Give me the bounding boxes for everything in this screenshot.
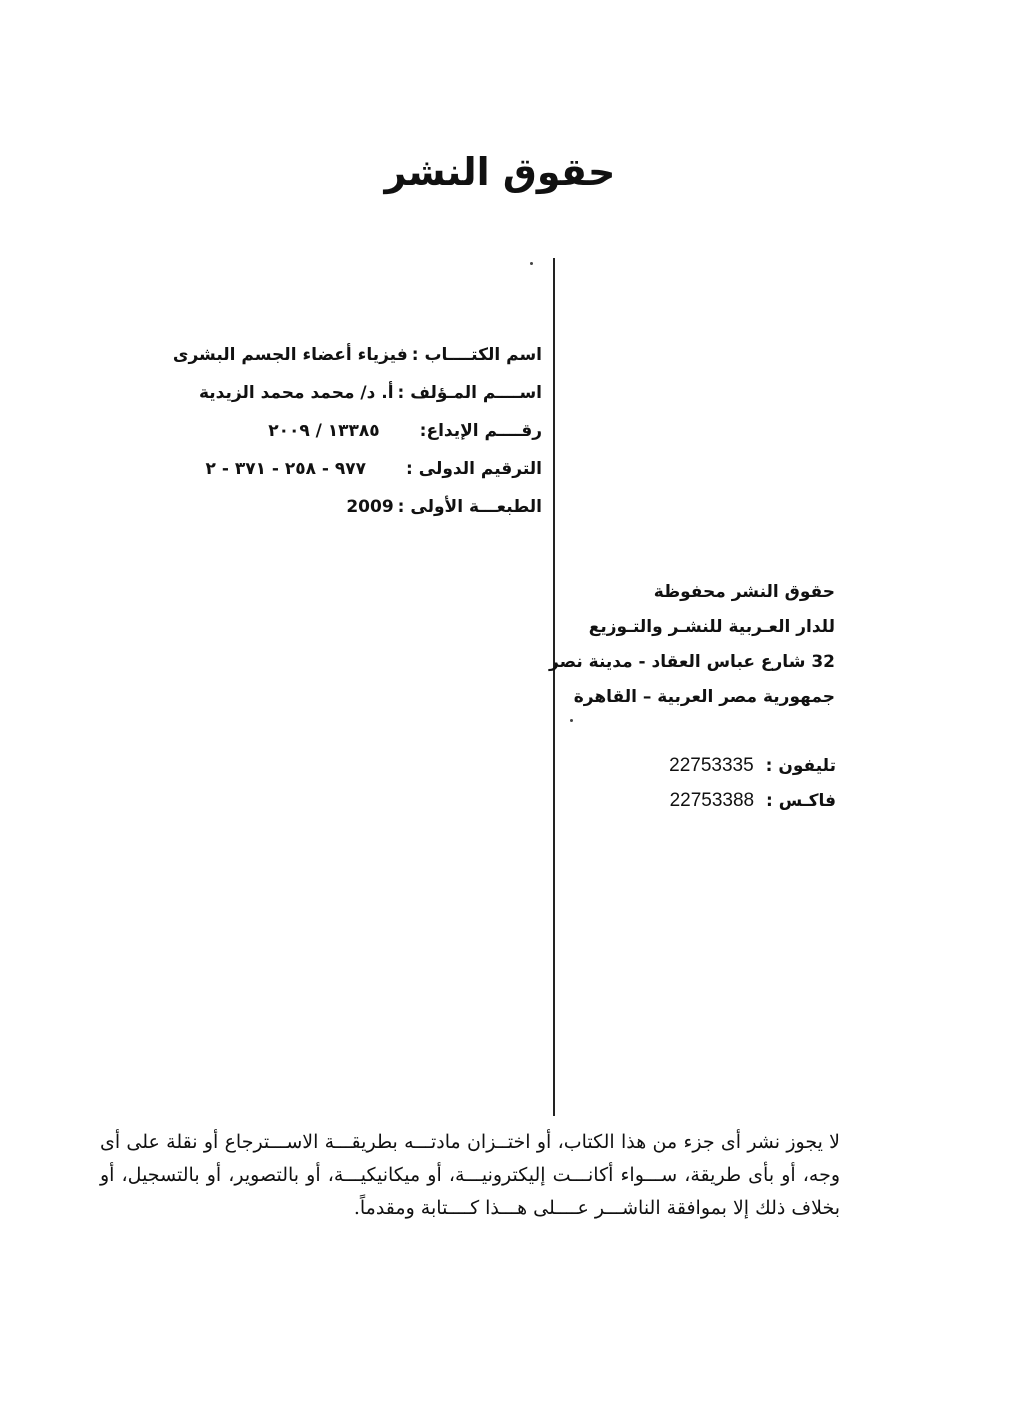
publisher-country-city: جمهورية مصر العربية – القاهرة [573,687,835,707]
edition-value: 2009 [346,497,394,517]
isbn-label: الترقيم الدولى : [406,459,542,479]
copyright-notice: لا يجوز نشر أى جزء من هذا الكتاب، أو اختــزان مادتـــه بطريقـــة الاســـترجاع أو نقلة على أى وجه، أو بأى طريقة، ســـواء أكانـــت إليكترونيـــة، أو ميكانيكيـــة، أو بالتصوير، أو بالتسجيل، أو بخلاف ذلك إلا بموافقة الناشـــر عــــلى هـــذا كــــتابة ومقدماً. [100,1131,840,1219]
deposit-value: ١٣٣٨٥ / ٢٠٠٩ [268,421,380,441]
page-title: حقوق النشر [384,150,616,194]
vertical-divider [553,258,555,1116]
publisher-address: 32 شارع عباس العقاد - مدينة نصر [549,652,835,672]
contact-block [600,748,836,818]
deposit-row [150,412,542,450]
edition-row [150,488,542,526]
scan-speck [570,719,573,722]
author-value: أ. د/ محمد محمد الزيدية [198,383,394,403]
publisher-block [549,575,835,715]
author-label: اســــم المـؤلف : [397,383,542,403]
phone-row [600,748,836,783]
book-title-label: اسم الكتــــاب : [411,345,542,365]
deposit-label: رقــــم الإيداع: [419,421,542,441]
book-title-value: فيزياء أعضاء الجسم البشرى [172,345,408,365]
fax-label: فاكـس : [766,791,836,811]
isbn-row [150,450,542,488]
book-title-row [150,336,542,374]
publisher-name: للدار العـربية للنشـر والتـوزيع [588,617,835,637]
fax-value: 22753388 [669,790,755,811]
phone-label: تليفون : [765,756,836,776]
fax-row [600,783,836,818]
rights-reserved: حقوق النشر محفوظة [653,582,835,602]
scan-speck [530,262,533,265]
edition-label: الطبعـــة الأولى : [397,497,542,517]
isbn-value: ٩٧٧ - ٢٥٨ - ٣٧١ - ٢ [205,459,367,479]
phone-value: 22753335 [669,755,754,776]
book-info [150,336,542,526]
author-row [150,374,542,412]
